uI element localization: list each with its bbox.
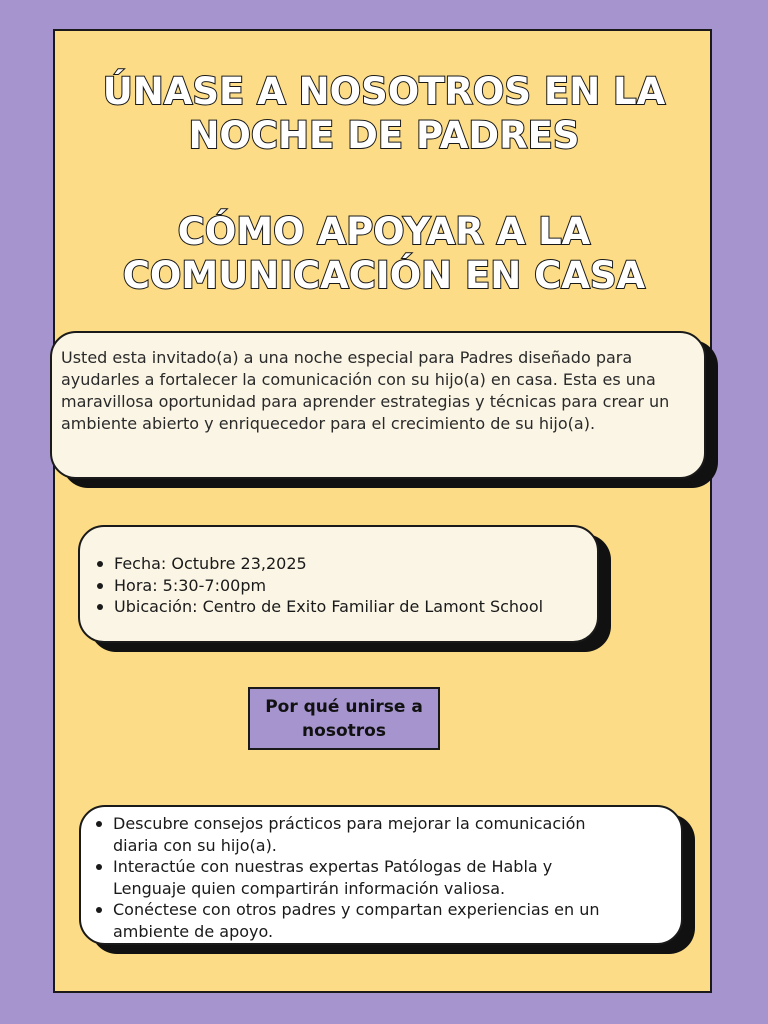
event-date: Fecha: Octubre 23,2025 (94, 553, 587, 575)
event-time: Hora: 5:30-7:00pm (94, 575, 587, 597)
event-title (0, 70, 768, 158)
event-details-list (94, 553, 587, 618)
why-join-label: Por qué unirse a nosotros (248, 687, 440, 750)
benefits-list (93, 813, 671, 942)
event-title-line-2: NOCHE DE PADRES (188, 114, 580, 157)
event-subtitle-line-1: CÓMO APOYAR A LA (177, 210, 591, 253)
event-location: Ubicación: Centro de Exito Familiar de Lamont School (94, 596, 587, 618)
benefit-item: Interactúe con nuestras expertas Patólogas de Habla y Lenguaje quien compartirán información valiosa. (93, 856, 671, 899)
event-details-card (78, 525, 599, 643)
benefit-item: Descubre consejos prácticos para mejorar la comunicación diaria con su hijo(a). (93, 813, 671, 856)
benefits-card (79, 805, 683, 945)
event-subtitle (0, 210, 768, 298)
benefit-item: Conéctese con otros padres y compartan experiencias en un ambiente de apoyo. (93, 899, 671, 942)
event-title-line-1: ÚNASE A NOSOTROS EN LA (102, 70, 666, 113)
intro-text: Usted esta invitado(a) a una noche especial para Padres diseñado para ayudarles a fortalecer la comunicación con su hijo(a) en casa. Esta es una maravillosa oportunidad para aprender estrategias y técnicas para crear un ambiente abierto y enriquecedor para el crecimiento de su hijo(a). (61, 348, 670, 433)
intro-card (50, 331, 706, 479)
event-subtitle-line-2: COMUNICACIÓN EN CASA (122, 254, 646, 297)
